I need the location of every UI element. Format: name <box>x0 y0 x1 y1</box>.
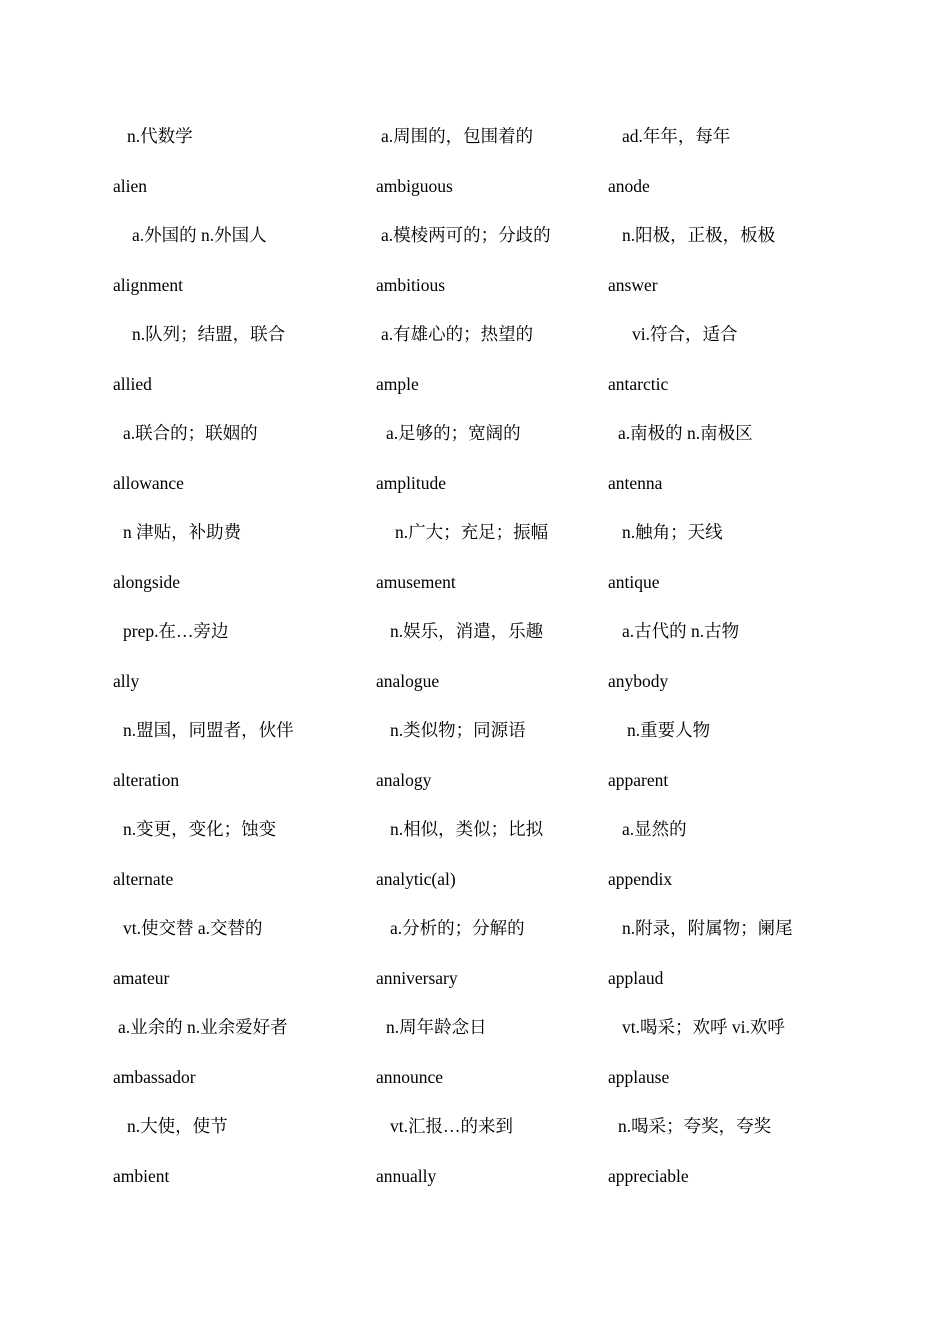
vocab-definition: vt.汇报…的来到 <box>390 1116 513 1136</box>
vocab-headword: antenna <box>608 472 663 493</box>
vocab-definition: a.南极的 n.南极区 <box>618 423 753 443</box>
vocab-definition: n.盟国，同盟者，伙伴 <box>123 720 294 740</box>
vocab-definition: a.古代的 n.古物 <box>622 621 740 641</box>
vocab-headword: antique <box>608 571 660 592</box>
vocab-headword: appendix <box>608 868 673 889</box>
vocab-headword: applause <box>608 1066 670 1087</box>
vocab-definition: a.业余的 n.业余爱好者 <box>118 1017 288 1037</box>
vocab-definition: n 津贴，补助费 <box>123 522 242 542</box>
vocab-headword: anode <box>608 175 650 196</box>
vocabulary-column-3 <box>608 122 848 1211</box>
vocab-definition: ad.年年，每年 <box>622 126 731 146</box>
vocab-definition: a.分析的；分解的 <box>390 918 525 938</box>
vocab-definition: a.外国的 n.外国人 <box>132 225 267 245</box>
vocab-definition: n.重要人物 <box>627 720 711 740</box>
vocab-headword: alteration <box>113 769 180 790</box>
vocab-definition: n.娱乐，消遣，乐趣 <box>390 621 544 641</box>
vocab-definition: n.附录，附属物；阑尾 <box>622 918 793 938</box>
vocab-definition: a.周围的，包围着的 <box>381 126 534 146</box>
vocab-headword: answer <box>608 274 658 295</box>
vocab-definition: n.周年龄念日 <box>386 1017 487 1037</box>
vocab-headword: ample <box>376 373 419 394</box>
vocab-headword: analytic(al) <box>376 868 456 889</box>
vocab-definition: n.代数学 <box>127 126 193 146</box>
vocab-headword: antarctic <box>608 373 669 394</box>
vocab-headword: analogy <box>376 769 432 790</box>
vocab-definition: n.广大；充足；振幅 <box>395 522 549 542</box>
vocab-headword: ambassador <box>113 1066 196 1087</box>
vocab-headword: allied <box>113 373 152 394</box>
vocab-headword: ambient <box>113 1165 170 1186</box>
vocab-headword: allowance <box>113 472 184 493</box>
vocab-definition: n.变更，变化；蚀变 <box>123 819 277 839</box>
vocab-definition: prep.在…旁边 <box>123 621 229 641</box>
vocab-headword: applaud <box>608 967 664 988</box>
vocab-definition: n.相似，类似；比拟 <box>390 819 544 839</box>
vocab-definition: n.大使，使节 <box>127 1116 228 1136</box>
vocab-headword: analogue <box>376 670 440 691</box>
vocab-definition: n.触角；天线 <box>622 522 723 542</box>
vocab-headword: alignment <box>113 274 183 295</box>
vocab-headword: alternate <box>113 868 174 889</box>
vocab-definition: a.有雄心的；热望的 <box>381 324 534 344</box>
vocab-definition: a.模棱两可的；分歧的 <box>381 225 551 245</box>
vocab-definition: vt.喝采；欢呼 vi.欢呼 <box>622 1017 785 1037</box>
vocab-definition: a.联合的；联姻的 <box>123 423 258 443</box>
vocab-headword: amusement <box>376 571 456 592</box>
vocab-definition: a.足够的；宽阔的 <box>386 423 521 443</box>
vocabulary-column-2 <box>376 122 616 1211</box>
vocab-definition: a.显然的 <box>622 819 687 839</box>
vocab-definition: vt.使交替 a.交替的 <box>123 918 263 938</box>
vocab-headword: annually <box>376 1165 437 1186</box>
vocab-headword: anniversary <box>376 967 458 988</box>
vocab-definition: n.队列；结盟，联合 <box>132 324 286 344</box>
vocab-definition: n.喝采；夸奖，夸奖 <box>618 1116 772 1136</box>
vocab-headword: appreciable <box>608 1165 689 1186</box>
vocab-headword: amateur <box>113 967 170 988</box>
vocab-headword: ally <box>113 670 140 691</box>
vocab-headword: anybody <box>608 670 669 691</box>
vocab-headword: apparent <box>608 769 669 790</box>
vocab-definition: n.阳极，正极，板极 <box>622 225 776 245</box>
vocab-headword: announce <box>376 1066 444 1087</box>
vocab-headword: ambiguous <box>376 175 453 196</box>
vocab-headword: alien <box>113 175 148 196</box>
vocab-definition: n.类似物；同源语 <box>390 720 526 740</box>
vocab-definition: vi.符合，适合 <box>632 324 738 344</box>
vocab-headword: ambitious <box>376 274 446 295</box>
vocab-headword: alongside <box>113 571 181 592</box>
vocab-headword: amplitude <box>376 472 446 493</box>
vocabulary-column-1 <box>113 122 353 1211</box>
